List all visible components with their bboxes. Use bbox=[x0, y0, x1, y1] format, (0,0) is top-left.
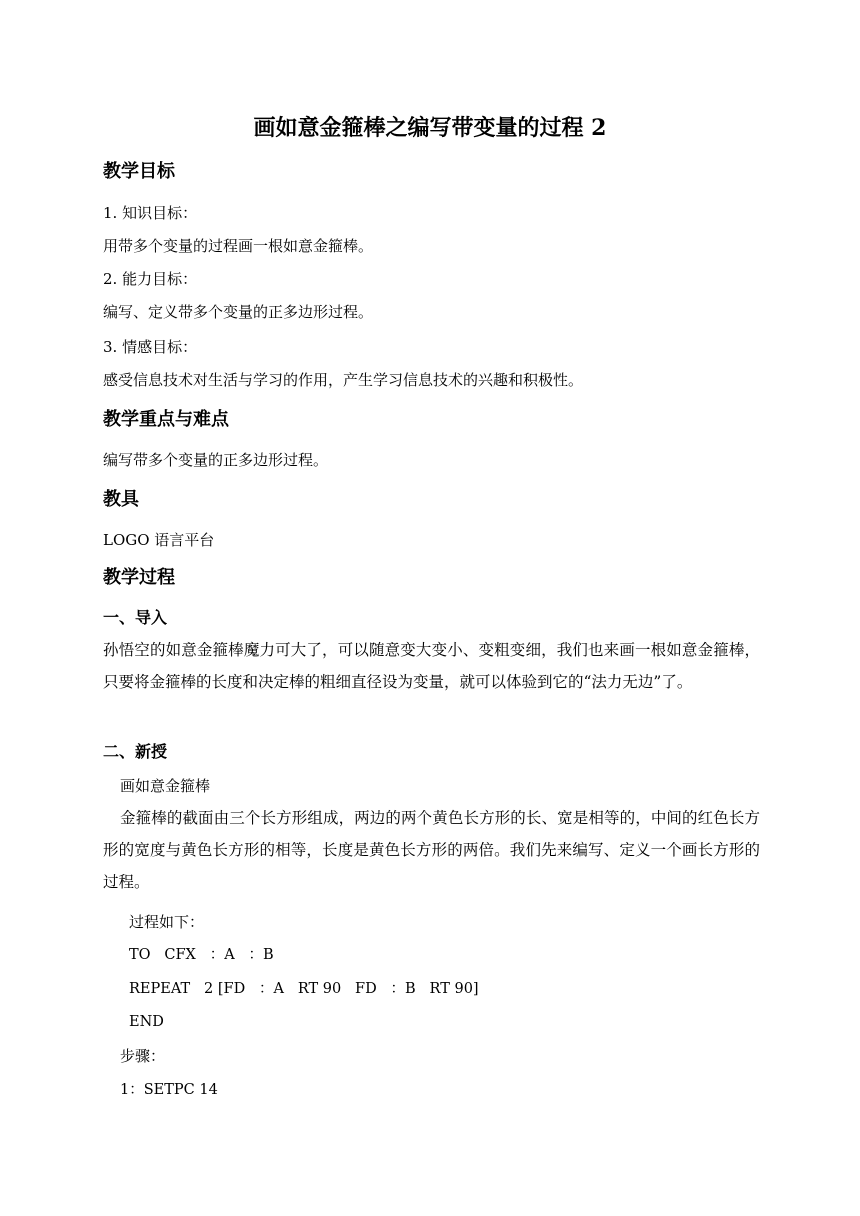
step-1: 1：SETPC 14 bbox=[120, 1082, 218, 1098]
new-paragraph: 金箍棒的截面由三个长方形组成，两边的两个黄色长方形的长、宽是相等的，中间的红色长方形的宽度与黄色长方形的相等，长度是黄色长方形的两倍。我们先来编写、定义一个画长方形的过程。 bbox=[103, 809, 760, 891]
heading-new: 二、新授 bbox=[103, 742, 168, 761]
key-points-text: 编写带多个变量的正多边形过程。 bbox=[103, 451, 329, 469]
page-title: 画如意金箍棒之编写带变量的过程 2 bbox=[253, 115, 607, 141]
goal-3-text: 感受信息技术对生活与学习的作用，产生学习信息技术的兴趣和积极性。 bbox=[103, 371, 584, 389]
code-line-1: TO CFX ：A ：B bbox=[129, 947, 274, 963]
code-line-2: REPEAT 2 [FD ：A RT 90 FD ：B RT 90] bbox=[129, 981, 479, 997]
goal-3-label: 3. 情感目标： bbox=[103, 338, 198, 356]
heading-intro: 一、导入 bbox=[103, 608, 168, 627]
code-line-3: END bbox=[129, 1014, 164, 1030]
goal-1-label: 1. 知识目标： bbox=[103, 204, 198, 222]
process-label: 过程如下： bbox=[129, 913, 205, 931]
heading-goals: 教学目标 bbox=[103, 161, 175, 182]
intro-paragraph: 孙悟空的如意金箍棒魔力可大了，可以随意变大变小、变粗变细，我们也来画一根如意金箍棒，只要将金箍棒的长度和决定棒的粗细直径设为变量，就可以体验到它的“法力无边”了。 bbox=[103, 641, 760, 691]
tools-text: LOGO 语言平台 bbox=[103, 531, 215, 549]
heading-tools: 教具 bbox=[103, 489, 139, 510]
new-subtitle: 画如意金箍棒 bbox=[120, 777, 211, 795]
goal-2-text: 编写、定义带多个变量的正多边形过程。 bbox=[103, 303, 374, 321]
heading-key-points: 教学重点与难点 bbox=[103, 409, 229, 430]
goal-1-text: 用带多个变量的过程画一根如意金箍棒。 bbox=[103, 237, 374, 255]
steps-label: 步骤： bbox=[120, 1047, 166, 1065]
goal-2-label: 2. 能力目标： bbox=[103, 270, 198, 288]
heading-process: 教学过程 bbox=[103, 567, 175, 588]
